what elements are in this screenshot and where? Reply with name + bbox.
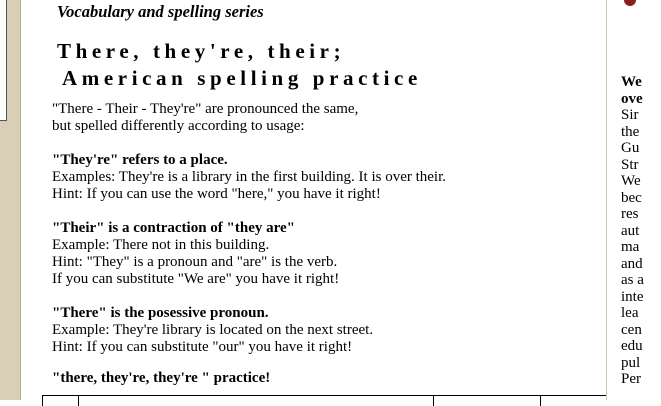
- intro-line: "There - Their - They're" are pronounced the same,: [52, 101, 359, 117]
- sidebar-text-line: and: [621, 255, 643, 272]
- section-heading: "Their" is a contraction of "they are": [52, 220, 295, 236]
- sidebar-text-line: Per: [621, 371, 641, 387]
- page-title-line-2: American spelling practice: [62, 66, 422, 90]
- section-line: Example: There not in this building.: [52, 237, 270, 253]
- section-line: Hint: "They" is a pronoun and "are" is the verb.: [52, 254, 338, 270]
- intro-paragraph: [52, 101, 602, 135]
- intro-line: but spelled differently according to usage:: [52, 118, 305, 134]
- section-line: Example: They're library is located on the next street.: [52, 322, 374, 338]
- section-line: Hint: If you can substitute "our" you have it right!: [52, 339, 353, 355]
- table-column-border: [78, 396, 79, 406]
- sidebar-text-line: Str: [621, 156, 639, 173]
- sidebar-text-line: We: [621, 74, 642, 90]
- sidebar-text-line: res: [621, 206, 639, 222]
- rule-section-their: [52, 220, 602, 288]
- series-label: Vocabulary and spelling series: [57, 2, 264, 21]
- section-heading: "There" is the posessive pronoun.: [52, 305, 269, 321]
- page-title-line-1: There, they're, their;: [57, 39, 346, 63]
- sidebar-text-line: cen: [621, 321, 642, 338]
- right-column-divider: [606, 0, 607, 400]
- right-sidebar-text: [621, 74, 661, 388]
- sidebar-text-line: We: [621, 173, 641, 189]
- corner-decoration-icon: [624, 0, 636, 6]
- sidebar-text-line: inte: [621, 288, 644, 305]
- practice-heading: "there, they're, they're " practice!: [52, 370, 271, 386]
- sidebar-text-line: Sir: [621, 107, 639, 123]
- sidebar-text-line: the: [621, 123, 640, 140]
- section-line: If you can substitute "We are" you have it right!: [52, 271, 340, 287]
- left-strip-edge: [20, 0, 21, 400]
- sidebar-text-line: pul: [621, 354, 641, 371]
- rule-section-there: [52, 305, 602, 356]
- practice-table: [42, 395, 606, 406]
- sidebar-text-line: bec: [621, 189, 642, 206]
- section-line: Hint: If you can use the word "here," you have it right!: [52, 186, 381, 202]
- rule-section-theyre: [52, 152, 602, 203]
- left-sidebar-box: [0, 0, 7, 121]
- section-heading: "They're" refers to a place.: [52, 152, 228, 168]
- sidebar-text-line: as a: [621, 272, 644, 288]
- article-body: [52, 101, 602, 373]
- sidebar-text-line: ove: [621, 90, 643, 107]
- page-title: [57, 38, 422, 92]
- sidebar-text-line: aut: [621, 222, 640, 239]
- table-column-border: [42, 396, 43, 406]
- sidebar-text-line: ma: [621, 239, 640, 255]
- table-column-border: [433, 396, 434, 406]
- section-line: Examples: They're is a library in the first building. It is over their.: [52, 169, 447, 185]
- sidebar-text-line: edu: [621, 338, 643, 354]
- sidebar-text-line: lea: [621, 305, 639, 321]
- table-column-border: [540, 396, 541, 406]
- sidebar-text-line: Gu: [621, 140, 640, 156]
